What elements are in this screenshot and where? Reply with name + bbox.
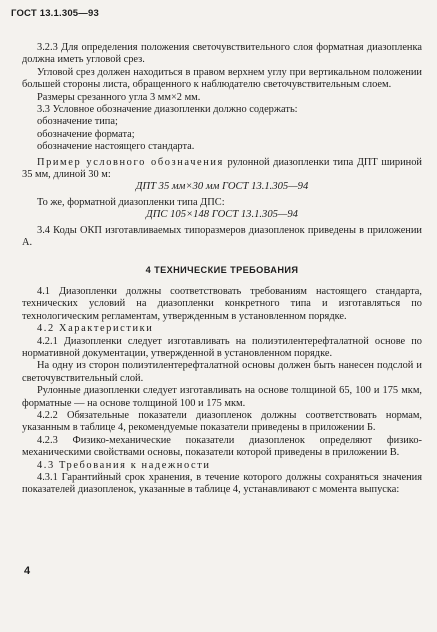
paragraph-4-2-3: 4.2.3 Физико-механические показатели диазопленок определяют физико-механическими свойствами основы, показатели которой приведены в приложении В. [22, 434, 422, 459]
paragraph-3-2-3: 3.2.3 Для определения положения светочувствительного слоя форматная диазопленка должна иметь угловой срез. [22, 42, 422, 66]
subheading-4-3: 4.3 Требования к надежности [37, 459, 211, 471]
paragraph-example [22, 157, 422, 182]
paragraph-4-2-2: 4.2.2 Обязательные показатели диазопленок должны соответствовать нормам, указанным в таблице 4, рекомендуемые показатели приведены в приложении Б. [22, 409, 422, 434]
page-number: 4 [24, 565, 31, 577]
list-item-type: обозначение типа; [37, 116, 118, 128]
paragraph-base-layer: На одну из сторон полиэтилентерефталатной основы должен быть нанесен подслой и светочувствительный слой. [22, 360, 422, 384]
paragraph-4-3-1: 4.3.1 Гарантийный срок хранения, в течение которого должны сохраняться значения показателей диазопленок, указанные в таблице 4, устанавливают с момента выпуска: [22, 472, 422, 496]
formula-sheet: ДПС 105×148 ГОСТ 13.1.305—94 [146, 209, 298, 221]
paragraph-4-1: 4.1 Диазопленки должны соответствовать требованиям настоящего стандарта, технических условий на диазопленки конкретного типа и изготавляться по технологическим регламентам, утвержденным в установленном порядке. [22, 285, 422, 322]
paragraph-thickness: Рулонные диазопленки следует изготавливать на основе толщиной 65, 100 и 175 мкм, форматные — на основе толщиной 100 и 175 мкм. [22, 385, 422, 409]
running-header: ГОСТ 13.1.305—93 [11, 8, 99, 19]
subheading-4-2: 4.2 Характеристики [37, 323, 154, 335]
example-text: рулонной диазопленки типа ДПТ шириной 35 мм, длиной 30 м: [22, 156, 422, 181]
paragraph-3-4: 3.4 Коды ОКП изготавливаемых типоразмеров диазопленок приведены в приложении А. [22, 224, 422, 249]
paragraph-corner-size: Размеры срезанного угла 3 мм×2 мм. [37, 91, 201, 103]
list-item-format: обозначение формата; [37, 128, 135, 140]
paragraph-same-format: То же, форматной диазопленки типа ДПС: [37, 196, 225, 208]
paragraph-3-3: 3.3 Условное обозначение диазопленки должно содержать: [37, 104, 298, 116]
example-label: Пример условного обозначения [37, 156, 224, 168]
list-item-standard: обозначение настоящего стандарта. [37, 141, 195, 153]
page-body [22, 42, 422, 497]
paragraph-4-2-1: 4.2.1 Диазопленки следует изготавливать на полиэтилентерефталатной основе по нормативной документации, утвержденной в установленном порядке. [22, 335, 422, 359]
paragraph-corner-cut: Угловой срез должен находиться в правом верхнем углу при вертикальном положении большей стороны листа, обращенного к наблюдателю светочувствительным слоем. [22, 66, 422, 91]
formula-roll: ДПТ 35 мм×30 мм ГОСТ 13.1.305—94 [135, 181, 309, 193]
section-title-4: 4 ТЕХНИЧЕСКИЕ ТРЕБОВАНИЯ [145, 264, 299, 275]
